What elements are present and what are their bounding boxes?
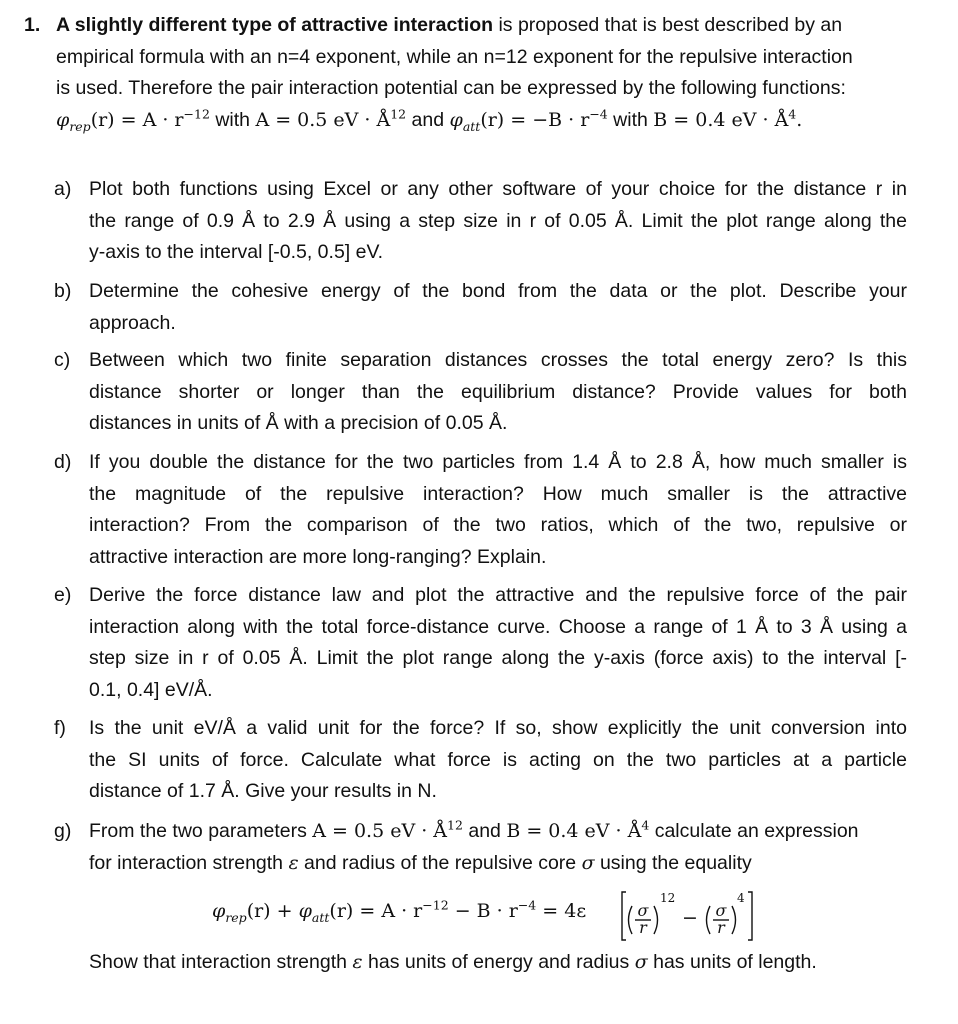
att-exponent: −4 — [589, 106, 608, 121]
part-line: the SI units of force. Calculate what force is acting on the two particles at a particle — [89, 748, 907, 771]
intro-line-2: empirical formula with an n=4 exponent, while an n=12 exponent for the repulsive interaction — [56, 45, 853, 68]
B-definition: B = 0.4 eV · Å — [653, 108, 789, 131]
A-definition: A = 0.5 eV · Å — [255, 108, 391, 131]
part-line: interaction along with the total force-distance curve. Choose a range of 1 Å to 3 Å using a — [89, 615, 907, 638]
text-run: using the equality — [594, 851, 752, 874]
part-label: d) — [54, 451, 72, 473]
part-line: distance shorter or longer than the equilibrium distance? Provide values for both — [89, 380, 907, 403]
part-line: Is the unit eV/Å a valid unit for the force? If so, show explicitly the unit conversion into — [89, 717, 907, 739]
intro-line-1 — [24, 10, 934, 42]
left-paren — [629, 906, 633, 934]
with-text: with — [209, 108, 256, 131]
A-exponent: 12 — [447, 817, 463, 833]
exponent-minus-12: −12 — [422, 897, 449, 913]
sigma-symbol: σ — [581, 851, 595, 874]
and-text: and — [406, 108, 450, 131]
equation-A-term: (r) = A · r — [329, 900, 423, 922]
intro-line-1-rest: is proposed that is best described by an — [493, 14, 843, 36]
part-g-line-1 — [89, 816, 907, 848]
part-line: Between which two finite separation distances crosses the total energy zero? Is this — [89, 349, 907, 371]
formula-period: . — [796, 108, 803, 131]
part-label: e) — [54, 584, 72, 606]
right-square-bracket — [748, 892, 752, 940]
equation-plus: (r) + — [246, 900, 299, 922]
power-4: 4 — [737, 891, 745, 905]
right-paren — [654, 906, 658, 934]
part-line: Determine the cohesive energy of the bond from the data or the plot. Describe your — [89, 280, 907, 302]
text-run: and — [462, 820, 507, 842]
intro-bold-lead: A slightly different type of attractive interaction — [56, 14, 494, 36]
text-run: has units of energy and radius — [362, 951, 635, 973]
part-a — [54, 174, 914, 269]
phi-symbol: φ — [298, 900, 312, 922]
text-run: From the two parameters — [89, 820, 313, 842]
text-run: calculate an expression — [649, 820, 859, 842]
left-square-bracket — [622, 892, 626, 940]
part-line: y-axis to the interval [-0.5, 0.5] eV. — [89, 241, 384, 263]
phi-symbol: φ — [449, 108, 463, 131]
power-12: 12 — [660, 891, 676, 905]
part-label: a) — [54, 178, 72, 200]
part-d — [54, 447, 914, 573]
A-definition: A = 0.5 eV · Å — [312, 820, 448, 842]
minus-sign: − — [682, 907, 698, 929]
B-exponent: 4 — [641, 817, 650, 833]
rep-subscript: rep — [69, 118, 91, 134]
part-line: Plot both functions using Excel or any other software of your choice for the distance r in — [89, 178, 907, 200]
part-e — [54, 580, 914, 706]
part-line: step size in r of 0.05 Å. Limit the plot range along the y-axis (force axis) to the interval [- — [89, 647, 907, 669]
sigma-numerator: σ — [637, 901, 649, 920]
sigma-numerator: σ — [715, 901, 727, 920]
sigma-symbol: σ — [634, 951, 648, 973]
rep-expression: (r) = A · r — [90, 108, 184, 131]
text-run: Show that interaction strength — [89, 951, 353, 973]
part-line: interaction? From the comparison of the two ratios, which of the two, repulsive or — [89, 514, 907, 536]
r-denominator: r — [717, 918, 725, 937]
epsilon-symbol: ε — [352, 951, 363, 973]
phi-symbol: φ — [212, 900, 226, 922]
text-run: and radius of the repulsive core — [298, 851, 582, 874]
part-label: c) — [54, 349, 71, 371]
part-label: b) — [54, 280, 72, 302]
part-line: attractive interaction are more long-ranging? Explain. — [89, 545, 547, 568]
text-run: for interaction strength — [89, 851, 289, 874]
B-definition: B = 0.4 eV · Å — [506, 820, 642, 842]
part-f — [54, 713, 914, 808]
part-line: approach. — [89, 311, 176, 334]
part-line: the range of 0.9 Å to 2.9 Å using a step size in r of 0.05 Å. Limit the plot range along the — [89, 209, 907, 232]
lennard-jones-equation — [212, 888, 802, 942]
potential-formula — [24, 105, 934, 137]
A-exponent: 12 — [390, 106, 407, 121]
rep-subscript: rep — [225, 909, 247, 925]
part-line: If you double the distance for the two particles from 1.4 Å to 2.8 Å, how much smaller is — [89, 451, 907, 473]
att-subscript: att — [462, 118, 481, 134]
text-run: has units of length. — [647, 951, 817, 973]
att-subscript: att — [311, 909, 330, 925]
epsilon-symbol: ε — [288, 851, 299, 874]
part-label: g) — [54, 820, 72, 842]
question-intro — [24, 10, 934, 136]
part-c — [54, 345, 914, 440]
part-label: f) — [54, 717, 66, 739]
exponent-minus-4: −4 — [517, 897, 537, 913]
part-b — [54, 276, 914, 339]
r-denominator: r — [639, 918, 647, 937]
intro-line-3: is used. Therefore the pair interaction potential can be expressed by the following functions: — [56, 77, 846, 99]
part-line: the magnitude of the repulsive interaction? How much smaller is the attractive — [89, 482, 907, 505]
left-paren — [707, 906, 711, 934]
B-exponent: 4 — [788, 106, 797, 121]
with-text: with — [607, 108, 654, 131]
phi-symbol: φ — [56, 108, 70, 131]
part-line: distance of 1.7 Å. Give your results in N. — [89, 780, 437, 802]
part-line: distances in units of Å with a precision of 0.05 Å. — [89, 412, 508, 434]
question-number: 1. — [24, 14, 41, 36]
equation-4-epsilon: = 4ε — [536, 900, 587, 922]
att-expression: (r) = −B · r — [480, 108, 590, 131]
rep-exponent: −12 — [183, 106, 210, 121]
part-line: Derive the force distance law and plot the attractive and the repulsive force of the pair — [89, 584, 907, 606]
part-line: 0.1, 0.4] eV/Å. — [89, 678, 213, 701]
part-g-last — [54, 947, 914, 979]
part-g-last-line — [89, 947, 907, 979]
equation-B-term: − B · r — [448, 900, 518, 922]
right-paren — [732, 906, 736, 934]
equation-left-side — [212, 897, 587, 925]
part-g — [54, 816, 914, 879]
bracket-expression — [620, 888, 820, 948]
part-g-line-2 — [89, 848, 907, 880]
